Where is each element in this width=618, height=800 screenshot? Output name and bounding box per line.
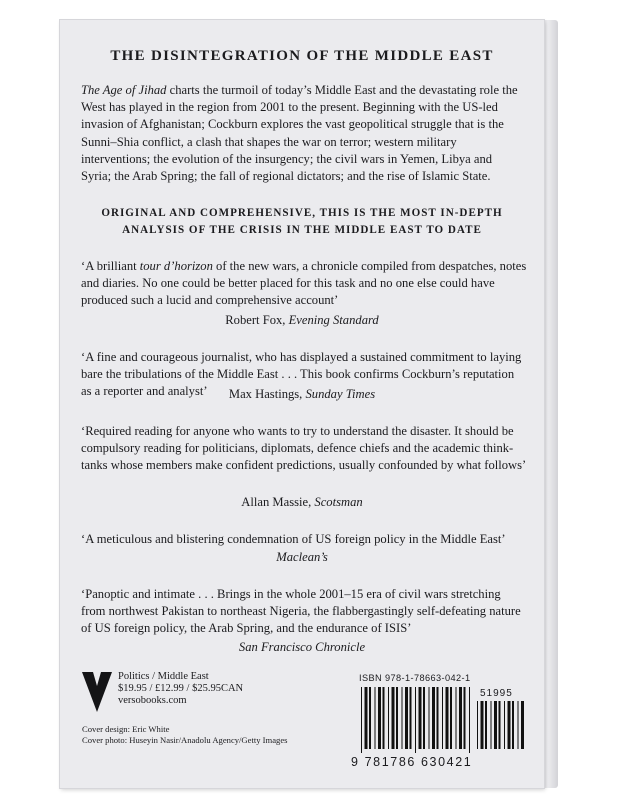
barcode-bar <box>375 687 376 749</box>
barcode-bar <box>469 687 470 753</box>
quote-attribution-5: San Francisco Chronicle <box>238 640 366 654</box>
verso-v-logo-icon <box>82 672 112 712</box>
barcode-bar <box>423 687 425 749</box>
quote-attribution-4: Maclean’s <box>276 550 328 564</box>
cover-photo-credit: Cover photo: Huseyin Nasir/Anadolu Agency/Getty Images <box>82 735 288 746</box>
barcode-bar <box>383 687 385 749</box>
quote-attribution-3: Allan Massie, Scotsman <box>241 495 363 509</box>
barcode-bar <box>464 687 466 749</box>
barcode-bar <box>477 701 478 749</box>
review-quote-2: ‘A fine and courageous journalist, who has displayed a sustained commitment to laying bare the tribulations of the Middle East . . . This book confirms Cockburn’s reputation as a reporter and analyst’ <box>81 350 522 399</box>
barcode-bar <box>450 687 452 749</box>
publisher-website: versobooks.com <box>118 695 187 707</box>
barcode-bar <box>499 701 501 749</box>
barcode-bar <box>518 701 519 749</box>
barcode-bar <box>415 687 416 753</box>
isbn-label: ISBN 978-1-78663-042-1 <box>359 673 471 683</box>
ean-digits: 9 781786 630421 <box>351 755 473 769</box>
barcode-bar <box>365 687 368 749</box>
barcode-bar <box>481 701 484 749</box>
barcode-bar <box>432 687 435 749</box>
barcode-bar <box>405 687 408 749</box>
barcode-bar <box>508 701 511 749</box>
quote-attribution-2: Max Hastings, Sunday Times <box>228 387 376 401</box>
barcode-bar <box>361 687 362 753</box>
publisher-info <box>118 671 243 708</box>
back-cover <box>60 20 544 788</box>
barcode-bar <box>446 687 449 749</box>
price-addon-bars <box>477 701 524 749</box>
cover-credits <box>82 724 288 746</box>
barcode-bar <box>410 687 412 749</box>
barcode-bar <box>494 701 497 749</box>
book-category: Politics / Middle East <box>118 671 209 682</box>
ean-barcode-bars <box>361 687 470 753</box>
barcode-bar <box>402 687 403 749</box>
book-prices: $19.95 / £12.99 / $25.95CAN <box>118 683 244 695</box>
review-quote-1: ‘A brilliant tour d’horizon of the new wars, a chronicle compiled from despatches, notes and diaries. No one could be better placed for this task and no one else could have produced such a lucid and comprehensive account’ <box>81 259 527 308</box>
barcode-bar <box>369 687 371 749</box>
review-quote-4: ‘A meticulous and blistering condemnation of US foreign policy in the Middle East’ <box>81 532 506 546</box>
barcode-bar <box>396 687 398 749</box>
barcode-bar <box>442 687 443 749</box>
description-text: charts the turmoil of today’s Middle East and the devastating role the West has played in the region from 2001 to the present. Beginning with the US-led invasion of Afghanistan; Cockburn explores the vast geopolitical struggle that is the Sunni–Shia conflict, a clash that shapes the war on terror; western military interventions; the evolution of the insurgency; the civil wars in Yemen, Libya and Syria; the Arab Spring; the fall of regional dictators; and the rise of Islamic State. <box>81 83 518 184</box>
cover-heading: THE DISINTEGRATION OF THE MIDDLE EAST <box>110 48 494 64</box>
barcode-bar <box>392 687 395 749</box>
barcode-bar <box>429 687 430 749</box>
barcode-bar <box>419 687 422 749</box>
tagline-line-2: ANALYSIS OF THE CRISIS IN THE MIDDLE EAST TO DATE <box>122 224 482 236</box>
book-title-inline: The Age of Jihad <box>81 83 167 97</box>
barcode-bar <box>491 701 492 749</box>
barcode-bar <box>378 687 381 749</box>
tagline-line-1: ORIGINAL AND COMPREHENSIVE, THIS IS THE MOST IN-DEPTH <box>101 207 503 219</box>
tagline <box>75 205 529 239</box>
cover-design-credit: Cover design: Eric White <box>82 724 170 734</box>
barcode-bar <box>456 687 457 749</box>
barcode-bar <box>504 701 505 749</box>
review-quote-3: ‘Required reading for anyone who wants to try to understand the disaster. It should be compulsory reading for politicians, diplomats, defence chiefs and the academic think-tanks whose members make confident predictions, usually confounded by what follows’ <box>81 424 527 473</box>
barcode-bar <box>521 701 524 749</box>
barcode-price-code: 51995 <box>480 688 513 699</box>
barcode-bar <box>437 687 439 749</box>
review-quote-5: ‘Panoptic and intimate . . . Brings in the whole 2001–15 era of civil wars stretching from northwest Pakistan to northeast Nigeria, the flabbergastingly self-defeating nature of US foreign policy, the Arab Spring, and the endurance of ISIS’ <box>81 587 521 636</box>
barcode-bar <box>485 701 487 749</box>
book-description <box>81 82 523 185</box>
quote-attribution-1: Robert Fox, Evening Standard <box>225 313 379 327</box>
barcode-bar <box>388 687 389 749</box>
barcode-bar <box>512 701 514 749</box>
barcode-bar <box>459 687 462 749</box>
